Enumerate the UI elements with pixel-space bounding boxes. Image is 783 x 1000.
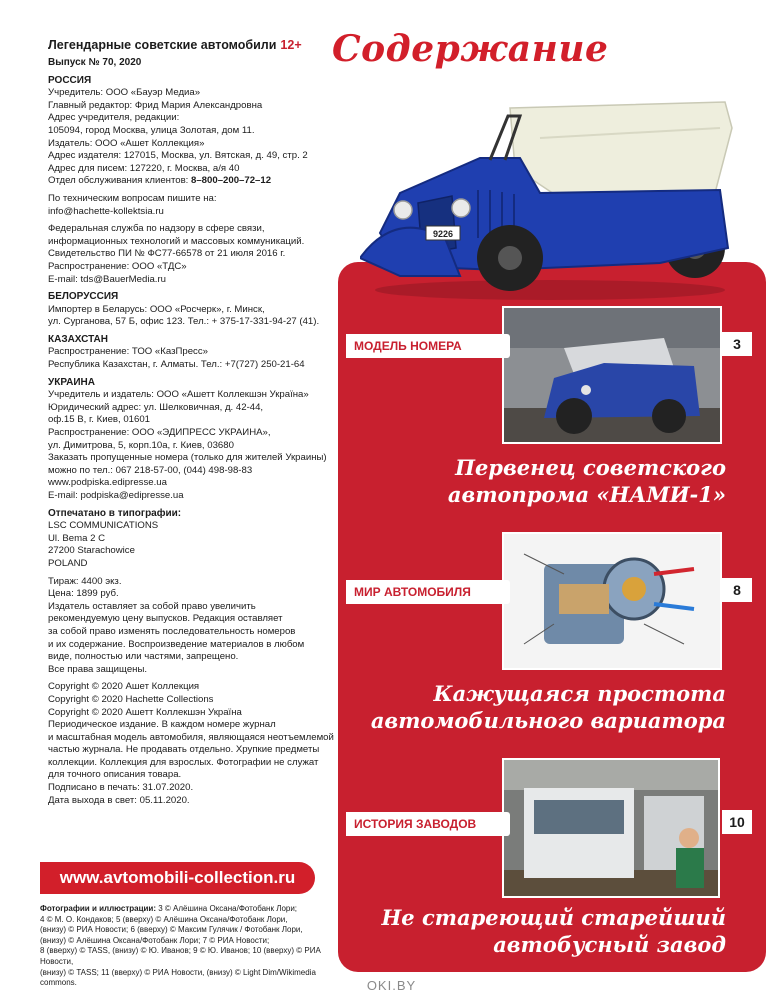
- magazine-title-text: Легендарные советские автомобили: [48, 38, 277, 52]
- imprint-line: для точного описания товара.: [48, 769, 182, 781]
- credits-line: 8 (вверху) © TASS, (внизу) © Ю. Иванов; 9 © Ю. Иванов; 10 (вверху) © РИА Новости,: [40, 946, 321, 966]
- imprint-line: Распространение: ООО «ТДС»: [48, 260, 187, 272]
- bus-factory-image: [504, 760, 718, 896]
- headline-nami[interactable]: [356, 454, 726, 508]
- imprint-line: 27200 Starachowice: [48, 545, 135, 557]
- imprint-line: оф.15 В, г. Киев, 01601: [48, 414, 151, 426]
- credits-line: 3 © Алёшина Оксана/Фотобанк Лори;: [158, 904, 298, 913]
- imprint-line: коллекции. Коллекция для взрослых. Фотографии не служат: [48, 756, 319, 768]
- variator-diagram-image: [504, 534, 720, 668]
- imprint-line: Главный редактор: Фрид Мария Александровна: [48, 99, 263, 111]
- support-email[interactable]: info@hachette-kollektsia.ru: [48, 205, 164, 217]
- headline-line: автопрома «НАМИ-1»: [447, 482, 726, 507]
- imprint-line: Республика Казахстан, г. Алматы. Тел.: +7(727) 250-21-64: [48, 359, 305, 371]
- imprint-line: Адрес для писем: 127220, г. Москва, а/я 40: [48, 162, 240, 174]
- imprint-line: и их содержание. Воспроизведение материалов в любом: [48, 638, 305, 650]
- car-plate: 9226: [432, 229, 454, 239]
- section-photo-automobile-world[interactable]: [502, 532, 722, 670]
- magazine-title: [48, 38, 333, 53]
- imprint-line: Тираж: 4400 экз.: [48, 575, 122, 587]
- imprint-line: Издатель: ООО «Ашет Коллекция»: [48, 137, 205, 149]
- headline-line: Первенец советского: [455, 455, 726, 480]
- imprint-line: Распространение: ТОО «КазПресс»: [48, 346, 208, 358]
- section-photo-factory-history[interactable]: [502, 758, 720, 898]
- car-hero-image: [360, 98, 740, 303]
- headline-line: автобусный завод: [493, 932, 726, 957]
- print-info: [48, 576, 333, 677]
- headline-variator[interactable]: [356, 680, 726, 734]
- imprint-line: Свидетельство ПИ № ФС77-66578 от 21 июля 2016 г.: [48, 248, 286, 260]
- section-tag-automobile-world[interactable]: МИР АВТОМОБИЛЯ: [346, 580, 510, 604]
- imprint-column: [48, 38, 333, 807]
- imprint-line: POLAND: [48, 557, 88, 569]
- page-number-3[interactable]: 3: [722, 332, 752, 356]
- headline-line: Кажущаяся простота: [433, 681, 726, 706]
- page-number-10[interactable]: 10: [722, 810, 752, 834]
- age-rating: 12+: [280, 38, 302, 52]
- headline-bus-factory[interactable]: [356, 904, 726, 958]
- imprint-line: Ul. Bema 2 C: [48, 532, 106, 544]
- imprint-line: Издатель оставляет за собой право увеличить: [48, 600, 256, 612]
- imprint-line: Copyright © 2020 Ашет Коллекция: [48, 681, 200, 693]
- country-heading-kazakhstan: КАЗАХСТАН: [48, 333, 108, 345]
- credits-line: (внизу) © TASS; 11 (вверху) © РИА Новости, (внизу) © Light Dim/Wikimedia commons.: [40, 967, 316, 988]
- imprint-line: Дата выхода в свет: 05.11.2020.: [48, 794, 190, 806]
- imprint-line: рекомендуемую цену выпусков. Редакция оставляет: [48, 613, 283, 625]
- imprint-line: Copyright © 2020 Hachette Collections: [48, 693, 214, 705]
- contents-title: Содержание: [332, 28, 609, 70]
- imprint-line: LSC COMMUNICATIONS: [48, 520, 159, 532]
- country-heading-belarus: БЕЛОРУССИЯ: [48, 291, 119, 303]
- car-in-museum-image: [504, 308, 720, 442]
- credits-line: (внизу) © Алёшина Оксана/Фотобанк Лори; 7 © РИА Новости;: [40, 935, 270, 945]
- watermark: OKI.BY: [366, 978, 417, 993]
- imprint-line: 105094, город Москва, улица Золотая, дом 11.: [48, 124, 255, 136]
- headline-line: Не стареющий старейший: [381, 905, 726, 930]
- subscription-link[interactable]: www.podpiska.edipresse.ua: [48, 477, 167, 489]
- imprint-line: за собой право изменять последовательность номеров: [48, 625, 296, 637]
- tech-support: [48, 193, 333, 218]
- imprint-line: Учредитель: ООО «Бауэр Медиа»: [48, 87, 201, 99]
- imprint-line: Импортер в Беларусь: ООО «Росчерк», г. Минск,: [48, 303, 265, 315]
- imprint-line: ул. Димитрова, 5, корп.10а, г. Киев, 03680: [48, 439, 234, 451]
- client-service-phone: 8–800–200–72–12: [191, 175, 272, 187]
- imprint-line: частью журнала. Не продавать отдельно. Хрупкие предметы: [48, 744, 320, 756]
- imprint-line: Юридический адрес: ул. Шелковичная, д. 42-44,: [48, 401, 264, 413]
- credits-line: 4 © М. О. Кондаков; 5 (вверху) © Алёшина Оксана/Фотобанк Лори,: [40, 914, 288, 924]
- imprint-line: Распространение: ООО «ЭДИПРЕСС УКРАИНА»,: [48, 427, 271, 439]
- country-heading-ukraine: УКРАИНА: [48, 376, 95, 388]
- imprint-line: Федеральная служба по надзору в сфере связи,: [48, 223, 265, 235]
- subscription-email[interactable]: E-mail: podpiska@edipresse.ua: [48, 490, 184, 501]
- imprint-line: Подписано в печать: 31.07.2020.: [48, 782, 194, 794]
- imprint-line: ул. Сурганова, 57 Б, офис 123. Тел.: + 375-17-331-94-27 (41).: [48, 316, 320, 328]
- issue-number: Выпуск № 70, 2020: [48, 57, 142, 68]
- imprint-line: и масштабная модель автомобиля, являющаяся неотъемлемой: [48, 731, 334, 743]
- section-tag-factory-history[interactable]: ИСТОРИЯ ЗАВОДОВ: [346, 812, 510, 836]
- credits-heading: Фотографии и иллюстрации:: [40, 904, 157, 913]
- imprint-line: Copyright © 2020 Ашетт Коллекшэн Україна: [48, 706, 242, 718]
- imprint-line: информационных технологий и массовых коммуникаций.: [48, 235, 305, 247]
- imprint-line: Все права защищены.: [48, 663, 148, 675]
- imprint-line: можно по тел.: 067 218-57-00, (044) 498-98-83: [48, 464, 253, 476]
- credits-line: (внизу) © РИА Новости; 6 (вверху) © Максим Гулячик / Фотобанк Лори,: [40, 925, 303, 935]
- page-number-8[interactable]: 8: [722, 578, 752, 602]
- imprint-line: виде, полностью или частями, запрещено.: [48, 651, 239, 663]
- copyright-info: [48, 681, 333, 807]
- printing-heading: Отпечатано в типографии:: [48, 507, 182, 519]
- imprint-line: Цена: 1899 руб.: [48, 588, 119, 600]
- imprint-line: Заказать пропущенные номера (только для жителей Украины): [48, 452, 327, 464]
- imprint-line: Адрес учредителя, редакции:: [48, 112, 180, 124]
- client-service-label: Отдел обслуживания клиентов:: [48, 175, 192, 187]
- website-badge[interactable]: www.avtomobili-collection.ru: [40, 862, 315, 894]
- distribution-email[interactable]: E-mail: tds@BauerMedia.ru: [48, 273, 166, 285]
- client-service-line: [48, 175, 333, 188]
- license-info: [48, 223, 333, 286]
- section-tag-car-model[interactable]: МОДЕЛЬ НОМЕРА: [346, 334, 510, 358]
- country-heading-russia: РОССИЯ: [48, 74, 92, 86]
- section-photo-car-model[interactable]: [502, 306, 722, 444]
- headline-line: автомобильного вариатора: [370, 708, 726, 733]
- imprint-line: Учредитель и издатель: ООО «Ашетт Коллекшэн Україна»: [48, 389, 309, 401]
- russia-lines: [48, 87, 333, 188]
- imprint-line: Периодическое издание. В каждом номере журнал: [48, 719, 276, 731]
- imprint-line: По техническим вопросам пишите на:: [48, 192, 217, 204]
- imprint-line: Адрес издателя: 127015, Москва, ул. Вятская, д. 49, стр. 2: [48, 150, 308, 162]
